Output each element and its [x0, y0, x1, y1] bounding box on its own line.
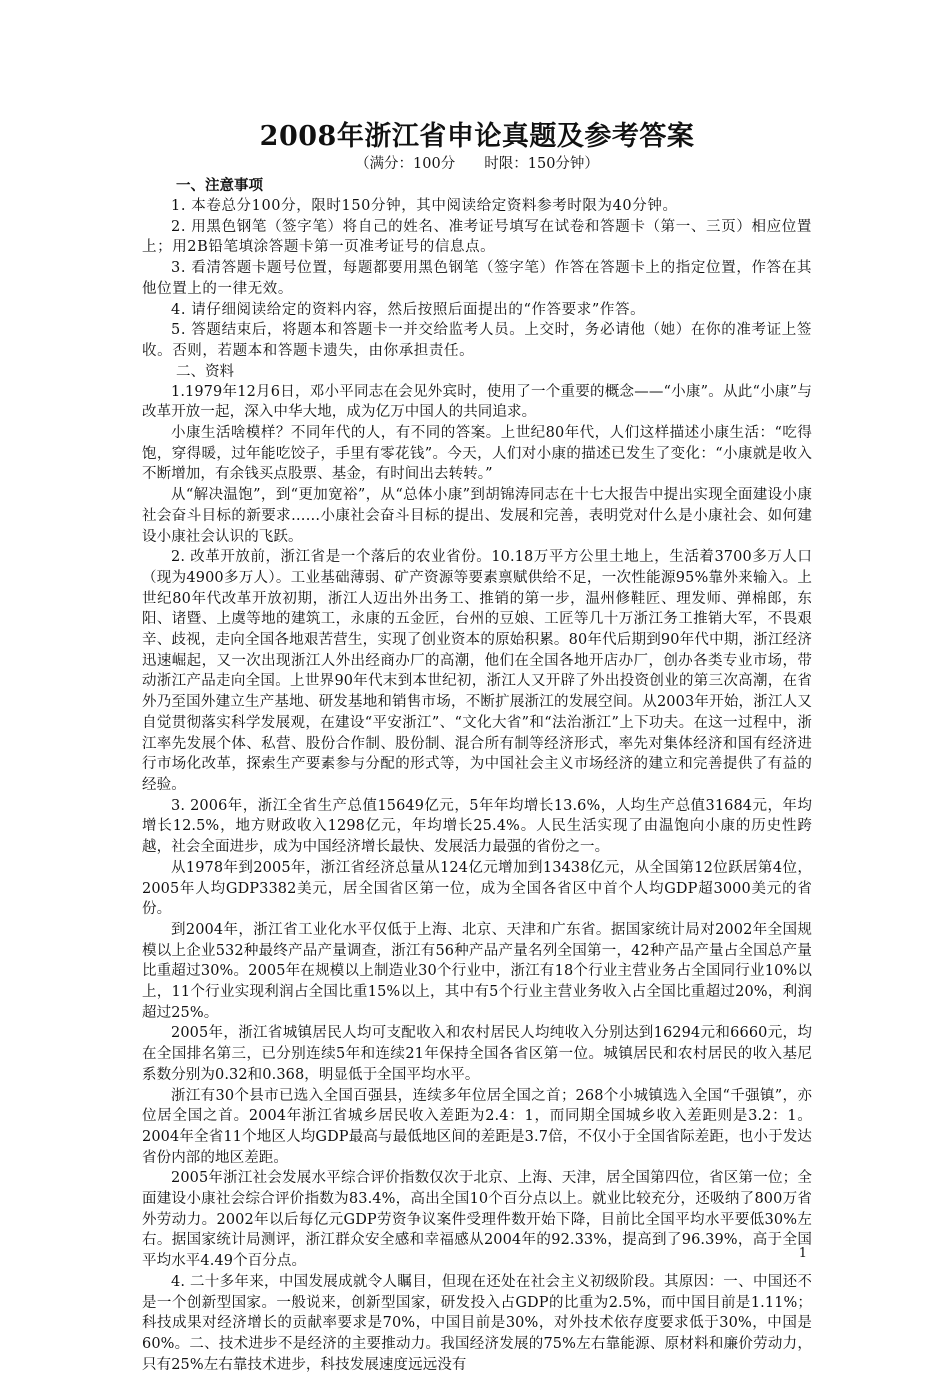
notice-item: 4. 请仔细阅读给定的资料内容，然后按照后面提出的“作答要求”作答。 [171, 301, 646, 318]
notice-item: 2. 用黑色钢笔（签字笔）将自己的姓名、准考证号填写在试卷和答题卡（第一、三页）相应位置上；用2B铅笔填涂答题卡第一页准考证号的信息点。 [142, 218, 812, 256]
page-number: 1 [798, 1246, 807, 1261]
notice-item: 3. 看清答题卡题号位置，每题都要用黑色钢笔（签字笔）作答在答题卡上的指定位置，作答在其他位置上的一律无效。 [142, 260, 812, 297]
material-paragraph: 2005年浙江社会发展水平综合评价指数仅次于北京、上海、天津，居全国第四位，省区第一位；全面建设小康社会综合评价指数为83.4%，高出全国10个百分点以上。就业比较充分，还吸纳了800万省外劳动力。2002年以后每亿元GDP劳资争议案件受理件数开始下降，目前比全国平均水平要低30%左右。据国家统计局测评，浙江群众安全感和幸福感从2004年的92.33%，提高到了96.39%，高于全国平均水平4.49个百分点。 [142, 1170, 812, 1270]
document-subtitle: （满分：100分 时限：150分钟） [355, 156, 599, 172]
material-paragraph: 2. 改革开放前，浙江省是一个落后的农业省份。10.18万平方公里土地上，生活着3700多万人口（现为4900多万人）。工业基础薄弱、矿产资源等要素禀赋供给不足，一次性能源95%靠外来输入。上世纪80年代改革开放初期，浙江人迈出外出务工、推销的第一步，温州修鞋匠、理发师、弹棉郎，东阳、诸暨、上虞等地的建筑工，永康的五金匠，台州的豆娘、工匠等几十万浙江务工推销大军，不畏艰辛、歧视，走向全国各地艰苦营生，实现了创业资本的原始积累。80年代后期到90年代中期，浙江经济迅速崛起，又一次出现浙江人外出经商办厂的高潮，他们在全国各地开店办厂，创办各类专业市场，带动浙江产品走向全国。上世界90年代末到本世纪初，浙江人又开辟了外出投资创业的第三次高潮，在省外乃至国外建立生产基地、研发基地和销售市场，不断扩展浙江的发展空间。从2003年开始，浙江人又自觉贯彻落实科学发展观，在建设“平安浙江”、“文化大省”和“法治浙江”上下功夫。在这一过程中，浙江率先发展个体、私营、股份合作制、股份制、混合所有制等经济形式，率先对集体经济和国有经济进行市场化改革，探索生产要素参与分配的形式等，为中国社会主义市场经济的建立和完善提供了有益的经验。 [142, 549, 812, 793]
material-paragraph: 从1978年到2005年，浙江省经济总量从124亿元增加到13438亿元，从全国第12位跃居第4位，2005年人均GDP3382美元，居全国省区第一位，成为全国各省区中首个人均GDP超3000美元的省份。 [142, 859, 812, 918]
section-heading-notices: 一、注意事项 [176, 177, 263, 194]
notice-item: 1. 本卷总分100分，限时150分钟，其中阅读给定资料参考时限为40分钟。 [171, 198, 678, 214]
material-paragraph: 2005年，浙江省城镇居民人均可支配收入和农村居民人均纯收入分别达到16294元和6660元，均在全国排名第三，已分别连续5年和连续21年保持全国各省区第一位。城镇居民和农村居民的收入基尼系数分别为0.32和0.368，明显低于全国平均水平。 [142, 1025, 812, 1083]
notice-item: 5. 答题结束后，将题本和答题卡一并交给监考人员。上交时，务必请他（她）在你的准考证上签收。否则，若题本和答题卡遗失，由你承担责任。 [142, 322, 812, 359]
notice-list [142, 196, 812, 362]
material-paragraph: 1.1979年12月6日，邓小平同志在会见外宾时，使用了一个重要的概念——“小康”。从此“小康”与改革开放一起，深入中华大地，成为亿万中国人的共同追求。 [142, 383, 812, 421]
material-paragraph: 4. 二十多年来，中国发展成就令人瞩目，但现在还处在社会主义初级阶段。其原因：一、中国还不是一个创新型国家。一般说来，创新型国家，研发投入占GDP的比重为2.5%，而中国目前是1.11%；科技成果对经济增长的贡献率要求是70%，中国目前是30%，对外技术依存度要求低于30%，中国是60%。二、技术进步不是经济的主要推动力。我国经济发展的75%左右靠能源、原材料和廉价劳动力，只有25%左右靠技术进步，科技发展速度远远没有 [142, 1273, 812, 1373]
material-paragraph: 3. 2006年，浙江全省生产总值15649亿元，5年年均增长13.6%，人均生产总值31684元，年均增长12.5%，地方财政收入1298亿元，年均增长25.4%。人民生活实现了由温饱向小康的历史性跨越，社会全面进步，成为中国经济增长最快、发展活力最强的省份之一。 [142, 797, 812, 856]
document-content [142, 120, 812, 1375]
material-paragraph: 浙江有30个县市已选入全国百强县，连续多年位居全国之首；268个小城镇选入全国“千强镇”，亦位居全国之首。2004年浙江省城乡居民收入差距为2.4：1，而同期全国城乡收入差距则是3.2：1。2004年全省11个地区人均GDP最高与最低地区间的差距是3.7倍，不仅小于全国省际差距，也小于发达省份内部的地区差距。 [142, 1087, 812, 1166]
section-heading-materials: 二、资料 [176, 363, 234, 380]
material-paragraph: 小康生活啥模样？不同年代的人，有不同的答案。上世纪80年代，人们这样描述小康生活：“吃得饱，穿得暖，过年能吃饺子，手里有零花钱”。今天，人们对小康的描述已发生了变化：“小康就是收入不断增加，有余钱买点股票、基金，有时间出去转转。” [142, 425, 812, 483]
document-title: 2008年浙江省申论真题及参考答案 [259, 121, 695, 152]
material-paragraph: 到2004年，浙江省工业化水平仅低于上海、北京、天津和广东省。据国家统计局对2002年全国规模以上企业532种最终产品产量调查，浙江有56种产品产量名列全国第一，42种产品产量占全国总产量比重超过30%。2005年在规模以上制造业30个行业中，浙江有18个行业主营业务占全国同行业10%以上，11个行业实现利润占全国比重15%以上，其中有5个行业主营业务收入占全国比重超过20%，利润超过25%。 [142, 921, 812, 1021]
material-paragraphs [142, 382, 812, 1375]
material-paragraph: 从“解决温饱”，到“更加宽裕”，从“总体小康”到胡锦涛同志在十七大报告中提出实现全面建设小康社会奋斗目标的新要求……小康社会奋斗目标的提出、发展和完善，表明党对什么是小康社会、如何建设小康社会认识的飞跃。 [142, 487, 812, 545]
